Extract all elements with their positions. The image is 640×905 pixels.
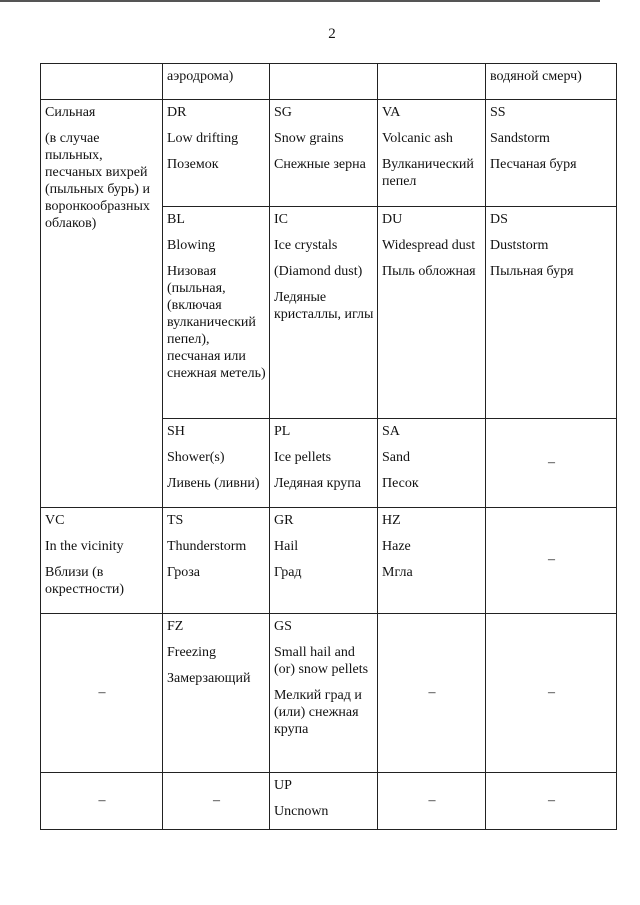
intensity-label: Сильная (45, 105, 96, 120)
phenomenon-name-ru: Гроза (167, 565, 200, 580)
phenomenon-code: GS (274, 619, 292, 634)
phenomenon-cell (486, 207, 617, 419)
phenomenon-cell (270, 508, 378, 614)
phenomenon-name-ru: Песчаная буря (490, 157, 577, 172)
phenomenon-name-ru: Мелкий град и (или) снежная крупа (274, 688, 362, 737)
vicinity-code: VC (45, 513, 65, 528)
phenomenon-cell (163, 508, 270, 614)
phenomenon-code: DR (167, 105, 187, 120)
phenomenon-name-en: Blowing (167, 238, 216, 253)
intensity-note: (в случае пыльных, песчаных вихрей (пыльных бурь) и воронкообразных облаков) (45, 131, 150, 231)
phenomenon-name-ru: Снежные зерна (274, 157, 366, 172)
phenomenon-name-ru: Ливень (ливни) (167, 476, 260, 491)
empty-dash-cell: – (41, 773, 163, 830)
top-rule (0, 0, 600, 2)
phenomenon-name-ru: Песок (382, 476, 419, 491)
table-cell: аэродрома) (163, 64, 270, 100)
table-row (41, 64, 617, 100)
phenomenon-name-en: Freezing (167, 645, 216, 660)
phenomenon-name-en: Thunderstorm (167, 539, 247, 554)
phenomenon-cell (270, 100, 378, 207)
phenomenon-cell (378, 508, 486, 614)
phenomenon-name-ru: Пыль обложная (382, 264, 476, 279)
weather-codes-table (40, 63, 617, 830)
phenomenon-cell (270, 773, 378, 830)
phenomenon-cell (270, 614, 378, 773)
phenomenon-code: DS (490, 212, 508, 227)
phenomenon-name-en: Uncnown (274, 804, 329, 819)
phenomenon-name-ru: Ледяные кристаллы, иглы (274, 290, 374, 322)
table-row (41, 100, 617, 207)
empty-dash-cell: – (486, 614, 617, 773)
phenomenon-name-en: Ice crystals (274, 238, 338, 253)
phenomenon-code: BL (167, 212, 185, 227)
phenomenon-name-en: Hail (274, 539, 299, 554)
phenomenon-name-ru: Низовая (пыльная, (включая вулканический пепел), песчаная или снежная метель) (167, 264, 266, 381)
phenomenon-name-en: Widespread dust (382, 238, 476, 253)
empty-dash-cell: – (486, 419, 617, 508)
phenomenon-code: VA (382, 105, 401, 120)
phenomenon-code: SS (490, 105, 506, 120)
table-row (41, 614, 617, 773)
phenomenon-code: DU (382, 212, 403, 227)
vicinity-cell (41, 508, 163, 614)
empty-dash-cell: – (486, 508, 617, 614)
table-cell (270, 64, 378, 100)
empty-dash-cell: – (378, 773, 486, 830)
phenomenon-name-ru: Град (274, 565, 302, 580)
phenomenon-code: TS (167, 513, 184, 528)
phenomenon-name-ru: Поземок (167, 157, 219, 172)
phenomenon-name-ru: Замерзающий (167, 671, 251, 686)
empty-dash-cell: – (378, 614, 486, 773)
vicinity-name-en: In the vicinity (45, 539, 124, 554)
empty-dash-cell: – (163, 773, 270, 830)
phenomenon-cell (270, 207, 378, 419)
phenomenon-cell (378, 100, 486, 207)
phenomenon-code: FZ (167, 619, 184, 634)
phenomenon-code: IC (274, 212, 288, 227)
phenomenon-name-en: Haze (382, 539, 411, 554)
phenomenon-name-ru: Пыльная буря (490, 264, 574, 279)
phenomenon-name-ru: Вулканический пепел (382, 157, 474, 189)
phenomenon-name-en: Sandstorm (490, 131, 550, 146)
page-number: 2 (328, 26, 336, 42)
phenomenon-name-en: Sand (382, 450, 410, 465)
phenomenon-code: SA (382, 424, 400, 439)
phenomenon-cell (486, 100, 617, 207)
phenomenon-cell (270, 419, 378, 508)
empty-dash-cell: – (486, 773, 617, 830)
phenomenon-cell (378, 207, 486, 419)
phenomenon-cell (378, 419, 486, 508)
phenomenon-code: SG (274, 105, 292, 120)
phenomenon-cell (163, 207, 270, 419)
table-row (41, 508, 617, 614)
table-cell (378, 64, 486, 100)
phenomenon-name-en: Small hail and (or) snow pellets (274, 645, 369, 677)
phenomenon-name-ru: Ледяная крупа (274, 476, 361, 491)
phenomenon-name-en-alt: (Diamond dust) (274, 264, 363, 279)
phenomenon-code: HZ (382, 513, 401, 528)
phenomenon-name-en: Low drifting (167, 131, 239, 146)
phenomenon-name-en: Snow grains (274, 131, 344, 146)
phenomenon-code: PL (274, 424, 291, 439)
phenomenon-code: UP (274, 778, 292, 793)
phenomenon-name-en: Duststorm (490, 238, 549, 253)
phenomenon-code: SH (167, 424, 185, 439)
table-cell (41, 64, 163, 100)
phenomenon-name-ru: Мгла (382, 565, 413, 580)
phenomenon-cell (163, 100, 270, 207)
phenomenon-name-en: Volcanic ash (382, 131, 453, 146)
phenomenon-cell (163, 419, 270, 508)
intensity-cell (41, 100, 163, 508)
phenomenon-name-en: Shower(s) (167, 450, 225, 465)
phenomenon-cell (163, 614, 270, 773)
vicinity-name-ru: Вблизи (в окрестности) (45, 565, 125, 597)
phenomenon-name-en: Ice pellets (274, 450, 332, 465)
table-row (41, 773, 617, 830)
phenomenon-code: GR (274, 513, 294, 528)
empty-dash-cell: – (41, 614, 163, 773)
table-cell: водяной смерч) (486, 64, 617, 100)
